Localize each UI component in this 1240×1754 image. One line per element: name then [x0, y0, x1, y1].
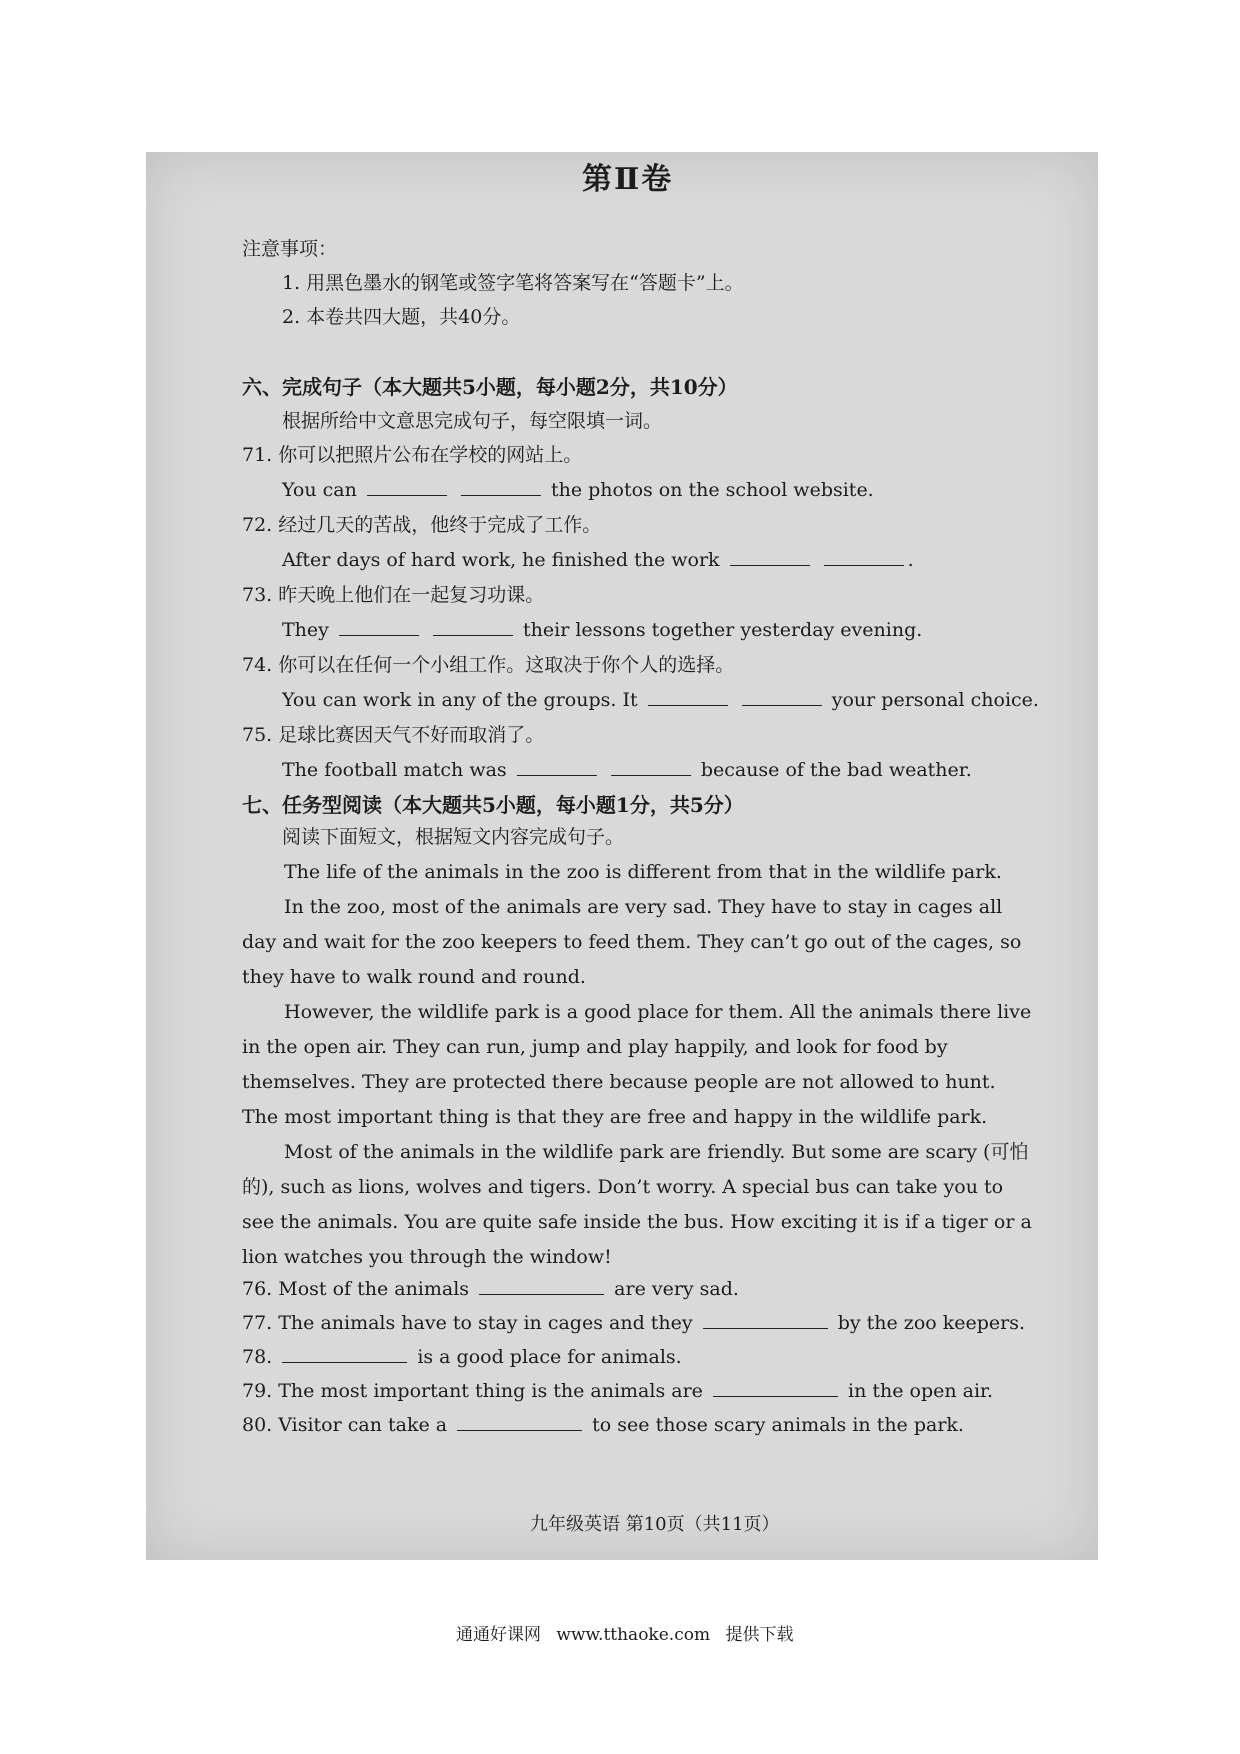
passage-paragraph-4: Most of the animals in the wildlife park are friendly. But some are scary (可怕的), such as lions, wolves and tigers. Don’t worry. A special bus can take you to see the animals. You are quite safe inside the bus. How exciting it is if a tiger or a lion watches you through the window! [242, 1141, 1032, 1268]
q74-post: your personal choice. [831, 689, 1039, 711]
q71-blank-1[interactable] [367, 477, 447, 496]
download-credit [456, 1620, 803, 1645]
q71-sentence [282, 477, 874, 503]
q79-blank[interactable] [713, 1378, 838, 1397]
passage-paragraph-1: The life of the animals in the zoo is different from that in the wildlife park. [284, 861, 1002, 883]
q78-blank[interactable] [282, 1344, 407, 1363]
section6-heading: 六、完成句子（本大题共5小题，每小题2分，共10分） [242, 375, 738, 399]
notes-heading: 注意事项： [242, 238, 338, 260]
notes-item-1: 1. 用黑色墨水的钢笔或签字笔将答案写在“答题卡”上。 [282, 272, 744, 294]
q71-blank-2[interactable] [461, 477, 541, 496]
q80-sentence [242, 1412, 964, 1438]
passage-paragraph-3: However, the wildlife park is a good place for them. All the animals there live in the open air. They can run, jump and play happily, and look for food by themselves. They are protected there because people are not allowed to hunt. The most important thing is that they are free and happy in the wildlife park. [242, 1001, 1032, 1128]
q73-chinese: 73. 昨天晚上他们在一起复习功课。 [242, 584, 545, 606]
page-footer: 九年级英语 第10页（共11页） [530, 1514, 780, 1535]
page-title: 第Ⅱ卷 [582, 162, 674, 197]
q72-blank-1[interactable] [730, 547, 810, 566]
q77-pre: 77. The animals have to stay in cages and they [242, 1312, 693, 1334]
q79-pre: 79. The most important thing is the animals are [242, 1380, 703, 1402]
section7-instruction: 阅读下面短文，根据短文内容完成句子。 [282, 826, 625, 848]
q73-blank-1[interactable] [339, 617, 419, 636]
q73-sentence [282, 617, 922, 643]
q75-blank-1[interactable] [517, 757, 597, 776]
q80-pre: 80. Visitor can take a [242, 1414, 448, 1436]
q74-pre: You can work in any of the groups. It [282, 689, 638, 711]
q73-pre: They [282, 619, 329, 641]
q76-pre: 76. Most of the animals [242, 1278, 470, 1300]
q74-chinese: 74. 你可以在任何一个小组工作。这取决于你个人的选择。 [242, 654, 735, 676]
credit-suffix: 提供下载 [725, 1625, 794, 1645]
q72-post: . [907, 549, 914, 571]
notes-item-2: 2. 本卷共四大题，共40分。 [282, 306, 521, 328]
q78-post: is a good place for animals. [417, 1346, 682, 1368]
q77-blank[interactable] [703, 1310, 828, 1329]
q71-pre: You can [282, 479, 357, 501]
q78-sentence [242, 1344, 682, 1370]
q80-blank[interactable] [457, 1412, 582, 1431]
q77-sentence [242, 1310, 1025, 1336]
q78-pre: 78. [242, 1346, 273, 1368]
q76-sentence [242, 1276, 739, 1302]
q72-pre: After days of hard work, he finished the work [282, 549, 720, 571]
q79-sentence [242, 1378, 993, 1404]
q72-blank-2[interactable] [824, 547, 904, 566]
q72-chinese: 72. 经过几天的苦战，他终于完成了工作。 [242, 514, 602, 536]
q75-chinese: 75. 足球比赛因天气不好而取消了。 [242, 724, 545, 746]
q71-chinese: 71. 你可以把照片公布在学校的网站上。 [242, 444, 583, 466]
q73-post: their lessons together yesterday evening. [523, 619, 923, 641]
q73-blank-2[interactable] [433, 617, 513, 636]
credit-url[interactable]: www.tthaoke.com [556, 1625, 711, 1645]
q74-blank-1[interactable] [648, 687, 728, 706]
q76-blank[interactable] [479, 1276, 604, 1295]
q75-pre: The football match was [282, 759, 507, 781]
q79-post: in the open air. [848, 1380, 994, 1402]
exam-page [146, 152, 1098, 1560]
q75-blank-2[interactable] [611, 757, 691, 776]
q74-sentence [282, 687, 1039, 713]
q77-post: by the zoo keepers. [837, 1312, 1026, 1334]
passage-paragraph-2: In the zoo, most of the animals are very sad. They have to stay in cages all day and wait for the zoo keepers to feed them. They can’t go out of the cages, so they have to walk round and round. [242, 896, 1022, 988]
q76-post: are very sad. [614, 1278, 739, 1300]
section6-instruction: 根据所给中文意思完成句子，每空限填一词。 [282, 410, 663, 432]
q71-post: the photos on the school website. [550, 479, 874, 501]
q75-sentence [282, 757, 972, 783]
q72-sentence [282, 547, 914, 573]
q75-post: because of the bad weather. [700, 759, 972, 781]
credit-site-name: 通通好课网 [456, 1625, 541, 1645]
section7-heading: 七、任务型阅读（本大题共5小题，每小题1分，共5分） [242, 793, 744, 817]
q74-blank-2[interactable] [742, 687, 822, 706]
q80-post: to see those scary animals in the park. [592, 1414, 964, 1436]
